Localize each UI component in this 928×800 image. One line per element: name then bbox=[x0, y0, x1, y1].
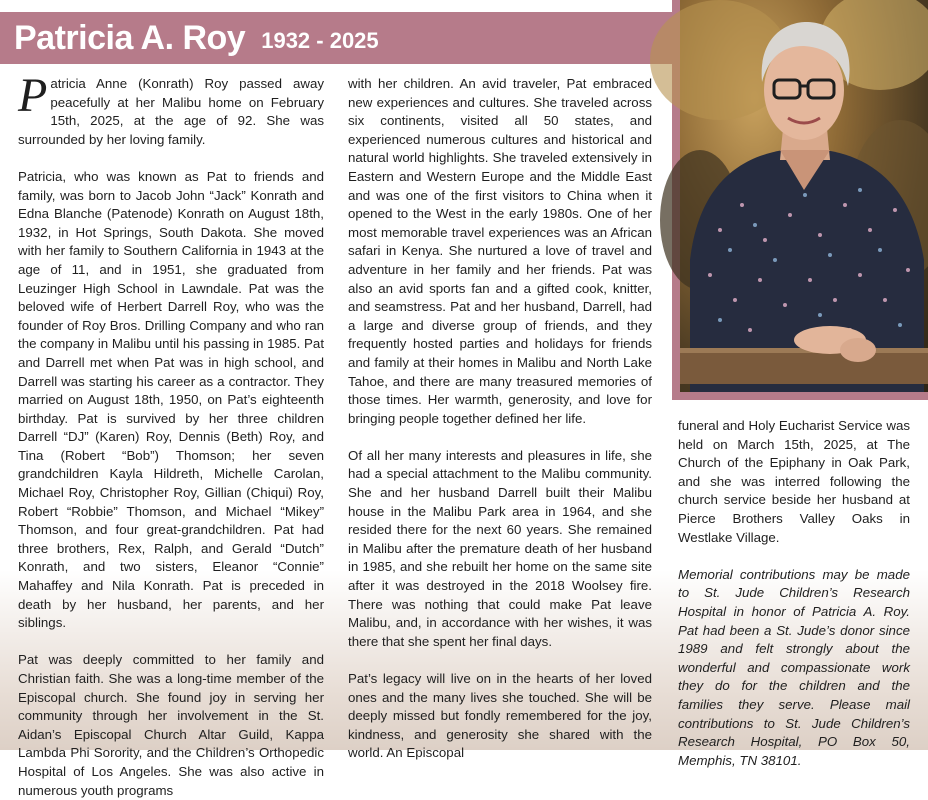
column-2 bbox=[348, 75, 652, 763]
portrait-photo bbox=[680, 0, 928, 392]
paragraph-faith: Pat was deeply committed to her family and Christian faith. She was a long-time member of the Episcopal church. She found joy in serving her community through her involvement in the St. Aidan’s Episcopal Church Altar Guild, Kappa Lambda Phi Sorority, and the Children’s Orthopedic Hospital of Los Angeles. She was also active in numerous youth programs bbox=[18, 652, 324, 798]
paragraph-intro bbox=[18, 69, 324, 149]
paragraph-memorial: Memorial contributions may be made to St. Jude Children’s Research Hospital in honor of Patricia A. Roy. Pat had been a St. Jude’s donor since 1989 and felt strongly about the wonderful and compassionate work they do for the children and the families they serve. Please mail contributions to St. Jude Children’s Research Hospital, PO Box 50, Memphis, TN 38101. bbox=[678, 566, 910, 768]
paragraph-travel: with her children. An avid traveler, Pat embraced new experiences and cultures. She traveled across six continents, visited all 50 states, and experienced numerous cultures and historical and natural world highlights. She traveled extensively in Eastern and Western Europe and the Middle East and was one of the first visitors to China when it opened to the West in the early 1980s. One of her most memorable travel experiences was an African safari in Kenya. She nurtured a love of travel and adventure in her family and her friends. Pat was also an avid sports fan and a gifted cook, knitter, and seamstress. Pat and her husband, Darrell, had a large and diverse group of friends, and they frequently hosted parties and holidays for friends and family at their homes in Malibu and North Lake Tahoe, and there are many treasured memories of those times. Her warmth, generosity, and love for bringing people together defined her life. bbox=[348, 76, 652, 426]
paragraph-malibu: Of all her many interests and pleasures in life, she had a special attachment to the Malibu community. She and her husband Darrell built their Malibu house in the Malibu Park area in 1964, and she resided there for the next 60 years. She remained in Malibu after the premature death of her husband in 1985, and she rebuilt her home on the same site after it was destroyed in the 2018 Woolsey fire. There was nothing that could make Pat leave Malibu, and, in accordance with her wishes, it was there that she spent her final days. bbox=[348, 447, 652, 649]
title-banner bbox=[0, 12, 672, 64]
intro-text: atricia Anne (Konrath) Roy passed away peacefully at her Malibu home on February 15th, 2025, at the age of 92. She was surrounded by her loving family. bbox=[18, 76, 324, 147]
photo-frame bbox=[672, 0, 928, 400]
paragraph-legacy: Pat’s legacy will live on in the hearts of her loved ones and the many lives she touched. She will be deeply missed but fondly remembered for the joy, kindness, and generosity she shared with the world. An Episcopal bbox=[348, 671, 652, 761]
obituary-dates: 1932 - 2025 bbox=[261, 28, 379, 53]
portrait-illustration bbox=[680, 0, 928, 392]
obituary-name: Patricia A. Roy bbox=[14, 18, 246, 57]
column-1 bbox=[18, 69, 325, 800]
drop-cap: P bbox=[18, 69, 48, 122]
paragraph-family: Patricia, who was known as Pat to friends and family, was born to Jacob John “Jack” Konrath and Edna Blanche (Patenode) Konrath on August 18th, 1932, in Hot Springs, South Dakota. She moved with her family to Southern California in 1943 at the age of 11, and in 1951, she graduated from Leuzinger High School in Lawndale. Pat was the beloved wife of Herbert Darrell Roy, who was the founder of Roy Bros. Drilling Company and who ran the company in Malibu until his passing in 1985. Pat and Darrell met when Pat was in high school, and Darrell was starting his career as a contractor. They married on August 18th, 1950, on Pat’s eighteenth birthday. Pat is survived by her three children Darrell “DJ” (Karen) Roy, Dennis (Beth) Roy, and Tina (Robert “Bob”) Thomson; her seven grandchildren Kayla Hildreth, Michelle Carolan, Michael Roy, Christopher Roy, Gillian (Chiqui) Roy, Robert “Robbie” Thomson, and Michael “Mikey” Thomson, and four great-grandchildren. Pat had three brothers, Rex, Ralph, and Gerald “Dutch” Konrath, and two sisters, Eleanor “Connie” Mahaffey and Nila Konrath. Pat is preceded in death by her husband, her parents, and her siblings. bbox=[18, 168, 325, 631]
paragraph-service: funeral and Holy Eucharist Service was held on March 15th, 2025, at The Church of the Epiphany in Oak Park, and she was interred following the church service beside her husband at Pierce Brothers Valley Oaks in Westlake Village. bbox=[678, 418, 910, 545]
column-3 bbox=[678, 417, 910, 770]
